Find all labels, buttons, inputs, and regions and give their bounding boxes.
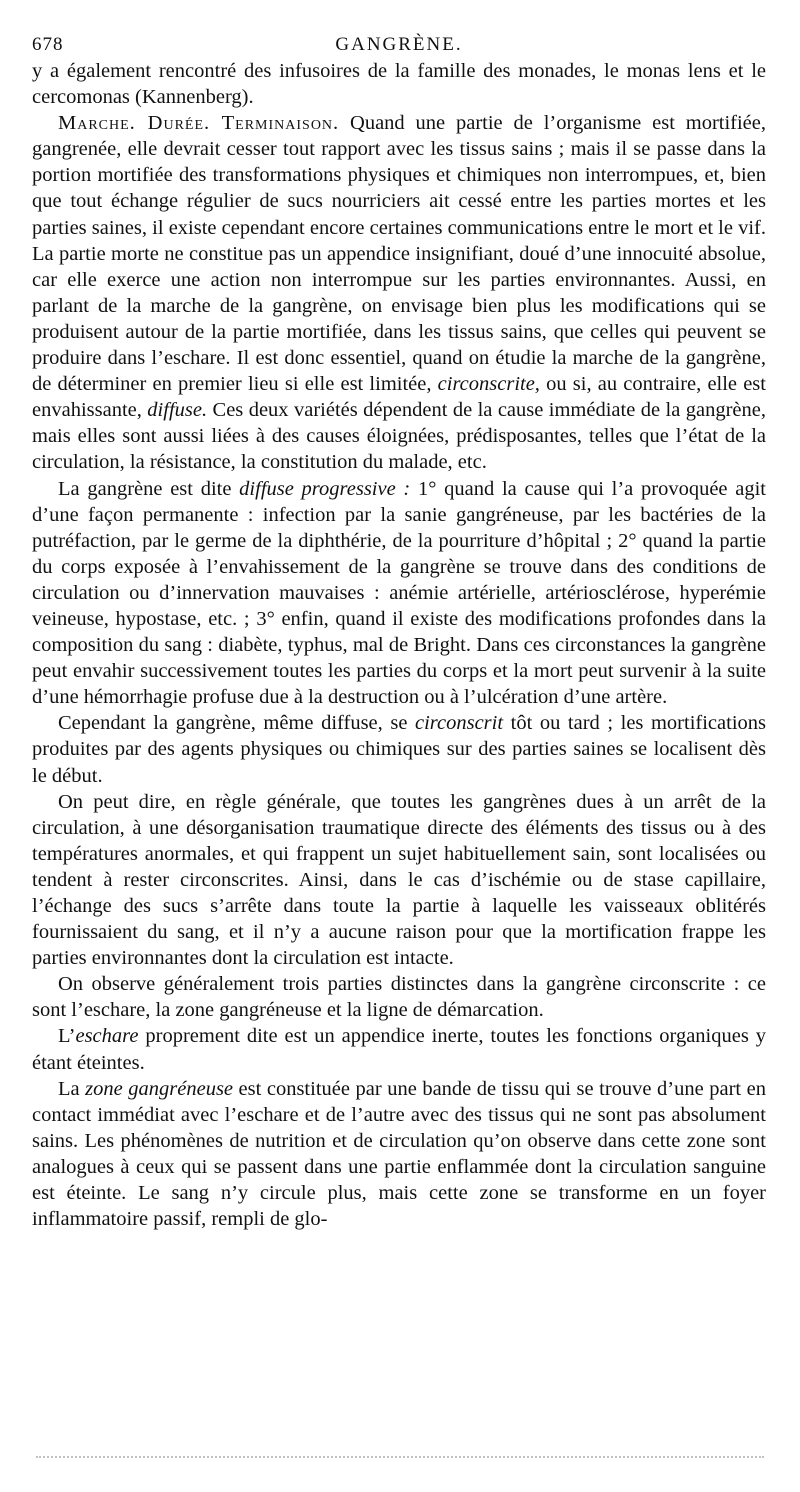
running-head — [32, 30, 766, 58]
text-segment: La — [58, 1077, 86, 1100]
paragraph-zone-gangreneuse — [32, 1076, 766, 1233]
text-segment: La gangrène est dite — [58, 477, 240, 500]
text-segment: 1° quand la cause qui l’a provoquée agit d’une façon permanente : infection par la sanie gangréneuse, par les bactéries de la putréfaction, par le germe de la diphthérie, de la pourriture d’hôpital ; 2° quand la partie du corps exposée à l’envahissement de la gangrène se trouve dans des conditions de circulation ou d’innervation mauvaises : anémie artérielle, artériosclérose, hyperémie veineuse, hypostase, etc. ; 3° enfin, quand il existe des modifications profondes dans la composition du sang : diabète, typhus, mal de Bright. Dans ces circonstances la gangrène peut envahir successivement toutes les parties du corps et la mort peut survenir à la suite d’une hémorrhagie profuse due à la destruction ou à l’ulcération d’une artère. — [32, 477, 767, 709]
paragraph-diffuse-progressive — [32, 476, 766, 711]
text-segment: On observe généralement trois parties distinctes dans la gangrène circonscrite : ce sont l’eschare, la zone gangréneuse et la ligne de démarcation. — [32, 973, 766, 1022]
text-segment: est constituée par une bande de tissu qui se trouve d’une part en contact immédiat avec l’eschare et de l’autre avec des tissus qui ne sont pas absolument sains. Les phénomènes de nutrition et de circulation qu’on observe dans cette zone sont analogues à ceux qui se passent dans une partie enflammée dont la circulation sanguine est éteinte. Le sang n’y circule plus, mais cette zone se transforme en un foyer inflammatoire passif, rempli de glo- — [32, 1077, 766, 1231]
text-segment: proprement dite est un appendice inerte, toutes les fonctions organiques y étant éteintes. — [32, 1025, 766, 1074]
text-segment: ou si, au contraire, elle est envahissante, — [32, 373, 766, 422]
paragraph-continuation — [32, 58, 766, 110]
paragraph-trois-parties — [32, 971, 766, 1023]
text-segment: y a également rencontré des infusoires de la famille des monades, le monas lens et le cercomonas (Kannenberg). — [32, 60, 766, 109]
text-segment: Ces deux variétés dépendent de la cause immédiate de la gangrène, mais elles sont aussi liées à des causes éloignées, prédisposantes, telles que l’état de la circulation, la résistance, la constitution du malade, etc. — [32, 399, 766, 474]
text-segment: eschare — [75, 1025, 139, 1048]
text-segment: zone gangréneuse — [85, 1077, 234, 1100]
text-segment: Quand une partie de l’organisme est mortifiée, gangrenée, elle devrait cesser tout rapport avec les tissus sains ; mais il se passe dans la portion mortifiée des transformations physiques et chimiques non interrompues, et, bien que tout échange régulier de sucs nourriciers ait cessé entre les parties mortes et les parties saines, il existe cependant encore certaines communications entre le mort et le vif. La partie morte ne constitue pas un appendice insignifiant, doué d’une innocuité absolue, car elle exerce une action non interrompue sur les parties environnantes. Aussi, en parlant de la marche de la gangrène, on envisage bien plus les modifications qui se produisent autour de la partie mortifiée, dans les tissus sains, que celles qui peuvent se produire dans l’eschare. Il est donc essentiel, quand on étudie la marche de la gangrène, de déterminer en premier lieu si elle est limitée, — [32, 112, 767, 396]
paragraph-circonscrit — [32, 710, 766, 788]
running-title: GANGRÈNE. — [335, 34, 463, 55]
paragraph-marche-duree-terminaison — [32, 110, 766, 475]
paragraph-eschare — [32, 1023, 766, 1075]
text-segment: circonscrite, — [437, 373, 540, 396]
text-segment: Marche. Durée. Terminaison. — [58, 112, 340, 135]
text-segment: tôt ou tard ; les mortifications produites par des agents physiques ou chimiques sur des parties saines se localisent dès le début. — [32, 712, 766, 787]
paragraph-regle-generale — [32, 789, 766, 972]
text-segment: Cependant la gangrène, même diffuse, se — [58, 712, 415, 735]
body-text — [32, 58, 766, 1232]
text-segment: circonscrit — [415, 712, 504, 735]
page-number: 678 — [32, 34, 64, 55]
text-segment: On peut dire, en règle générale, que toutes les gangrènes dues à un arrêt de la circulation, à une désorganisation traumatique directe des éléments des tissus ou à des températures anormales, et qui frappent un sujet habituellement sain, sont localisées ou tendent à rester circonscrites. Ainsi, dans le cas d’ischémie ou de stase capillaire, l’échange des sucs s’arrête dans toute la partie à laquelle les vaisseaux oblitérés fournissaient du sang, et il n’y a aucune raison pour que la mortification frappe les parties environnantes dont la circulation est intacte. — [32, 790, 766, 970]
text-segment: diffuse. — [147, 399, 208, 422]
text-segment: L’ — [58, 1025, 76, 1048]
book-page — [32, 30, 766, 1232]
footer-rule — [36, 1456, 764, 1460]
text-segment: diffuse progressive : — [239, 477, 411, 500]
